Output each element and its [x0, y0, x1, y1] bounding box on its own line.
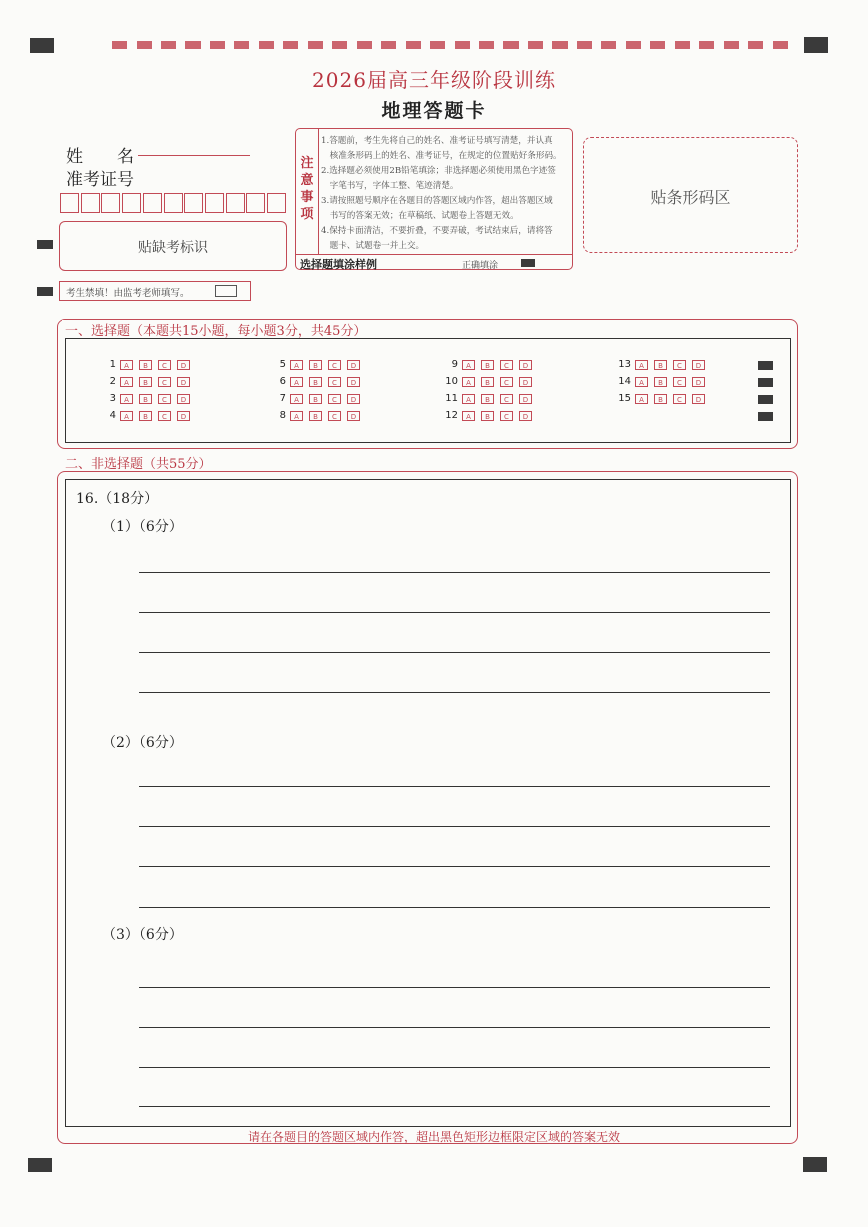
answer-bubble[interactable]: B: [139, 411, 152, 421]
question-number: 5: [279, 359, 286, 370]
answer-bubble[interactable]: B: [139, 360, 152, 370]
sync-dash: [332, 41, 347, 49]
sync-dash: [112, 41, 127, 49]
sync-dash: [479, 41, 494, 49]
notice-box: [295, 128, 573, 270]
answer-bubble[interactable]: D: [692, 394, 705, 404]
answer-bubble[interactable]: D: [692, 360, 705, 370]
notice-char: 事: [300, 190, 314, 205]
sync-dash: [283, 41, 298, 49]
notice-divider: [318, 129, 319, 254]
sync-dash: [675, 41, 690, 49]
answer-bubble[interactable]: D: [347, 360, 360, 370]
answer-bubble[interactable]: A: [462, 360, 475, 370]
answer-line[interactable]: [139, 572, 770, 573]
answer-bubble[interactable]: A: [462, 377, 475, 387]
choice-question: [270, 410, 366, 422]
answer-bubble[interactable]: C: [673, 394, 686, 404]
answer-bubble[interactable]: A: [120, 377, 133, 387]
sync-dash: [552, 41, 567, 49]
answer-bubble[interactable]: D: [177, 377, 190, 387]
question-number: 2: [109, 376, 116, 387]
sync-dash: [137, 41, 152, 49]
question-number: 12: [445, 410, 458, 421]
barcode-area: [583, 137, 798, 253]
sync-dash: [650, 41, 665, 49]
answer-line[interactable]: [139, 612, 770, 613]
sync-dash: [503, 41, 518, 49]
answer-bubble[interactable]: B: [481, 360, 494, 370]
answer-bubble[interactable]: D: [692, 377, 705, 387]
answer-bubble[interactable]: A: [290, 411, 303, 421]
answer-line[interactable]: [139, 1027, 770, 1028]
question-number: 13: [618, 359, 631, 370]
choice-question: [100, 376, 196, 388]
sample-divider: [296, 254, 572, 255]
absent-mark: [37, 240, 53, 249]
sync-dash: [455, 41, 470, 49]
choice-question: [270, 359, 366, 371]
notice-line: 字笔书写，字体工整、笔迹清楚。: [321, 181, 459, 191]
question-number: 14: [618, 376, 631, 387]
answer-bubble[interactable]: B: [654, 360, 667, 370]
answer-bubble[interactable]: B: [309, 377, 322, 387]
exam-id-box[interactable]: [184, 193, 203, 213]
question-number: 1: [109, 359, 116, 370]
exam-id-box[interactable]: [122, 193, 141, 213]
sync-dash: [601, 41, 616, 49]
name-label: 姓 名: [66, 147, 134, 167]
answer-bubble[interactable]: A: [120, 360, 133, 370]
question-number: 9: [451, 359, 458, 370]
sync-dash: [699, 41, 714, 49]
part-2-label: （2）（6分）: [102, 735, 183, 751]
choice-question: [100, 359, 196, 371]
exam-id-box[interactable]: [81, 193, 100, 213]
answer-bubble[interactable]: A: [120, 394, 133, 404]
part-3-label: （3）（6分）: [102, 927, 183, 943]
corner-mark-bottom-right: [803, 1157, 827, 1172]
answer-line[interactable]: [139, 987, 770, 988]
answer-bubble[interactable]: D: [177, 360, 190, 370]
answer-bubble[interactable]: C: [673, 377, 686, 387]
question-number: 4: [109, 410, 116, 421]
notice-line: 1.答题前，考生先将自己的姓名、准考证号填写清楚，并认真: [321, 136, 553, 146]
sync-dash: [185, 41, 200, 49]
answer-frame: [65, 479, 791, 1127]
choice-inner-frame: [65, 338, 791, 443]
answer-bubble[interactable]: B: [654, 377, 667, 387]
sync-dash: [308, 41, 323, 49]
choice-question: [442, 359, 538, 371]
question-number: 8: [279, 410, 286, 421]
notice-char: 注: [300, 156, 314, 171]
choice-question: [270, 393, 366, 405]
footer-note: 请在各题目的答题区域内作答，超出黑色矩形边框限定区域的答案无效: [247, 1130, 620, 1144]
exam-id-box[interactable]: [267, 193, 286, 213]
notice-char: 项: [300, 207, 314, 222]
exam-id-box[interactable]: [205, 193, 224, 213]
corner-mark-bottom-left: [28, 1158, 52, 1172]
fill-sample-label: 选择题填涂样例: [300, 258, 377, 271]
answer-line[interactable]: [139, 826, 770, 827]
answer-bubble[interactable]: D: [347, 377, 360, 387]
exam-id-label: 准考证号: [66, 170, 134, 190]
sync-dash: [161, 41, 176, 49]
answer-bubble[interactable]: B: [481, 411, 494, 421]
open-section-title: 二、非选择题（共55分）: [62, 453, 215, 472]
part-1-label: （1）（6分）: [102, 519, 183, 535]
answer-bubble[interactable]: A: [462, 411, 475, 421]
sync-dash: [626, 41, 641, 49]
choice-question: [442, 410, 538, 422]
answer-bubble[interactable]: C: [158, 411, 171, 421]
choice-question: [100, 393, 196, 405]
sync-dash: [577, 41, 592, 49]
question-number: 6: [279, 376, 286, 387]
sync-dash: [773, 41, 788, 49]
answer-bubble[interactable]: D: [347, 411, 360, 421]
answer-bubble[interactable]: B: [481, 394, 494, 404]
answer-bubble[interactable]: D: [177, 394, 190, 404]
answer-bubble[interactable]: C: [500, 360, 513, 370]
timing-mark: [758, 378, 773, 387]
answer-line[interactable]: [139, 652, 770, 653]
exam-id-box[interactable]: [143, 193, 162, 213]
proctor-note: 考生禁填！由监考老师填写。: [66, 288, 190, 299]
barcode-label: 贴条形码区: [650, 188, 731, 207]
exam-id-box[interactable]: [226, 193, 245, 213]
sync-dash-row: [112, 41, 797, 49]
notice-line: 书写的答案无效；在草稿纸、试题卷上答题无效。: [321, 211, 519, 221]
answer-bubble[interactable]: C: [500, 411, 513, 421]
answer-bubble[interactable]: D: [519, 411, 532, 421]
answer-bubble[interactable]: C: [158, 394, 171, 404]
choice-section-title: 一、选择题（本题共15小题，每小题3分，共45分）: [62, 320, 369, 339]
choice-question: [615, 376, 711, 388]
answer-bubble[interactable]: D: [519, 377, 532, 387]
exam-id-box[interactable]: [164, 193, 183, 213]
exam-id-box[interactable]: [246, 193, 265, 213]
answer-bubble[interactable]: C: [328, 394, 341, 404]
sync-dash: [357, 41, 372, 49]
answer-line[interactable]: [139, 866, 770, 867]
answer-bubble[interactable]: A: [120, 411, 133, 421]
answer-bubble[interactable]: D: [347, 394, 360, 404]
choice-question: [270, 376, 366, 388]
question-number: 7: [279, 393, 286, 404]
choice-question: [442, 393, 538, 405]
absent-sticker-label: 贴缺考标识: [138, 240, 208, 256]
answer-line[interactable]: [139, 1067, 770, 1068]
sync-dash: [234, 41, 249, 49]
answer-bubble[interactable]: B: [481, 377, 494, 387]
sync-dash: [724, 41, 739, 49]
notice-line: 2.选择题必须使用2B铅笔填涂；非选择题必须使用黑色字迹签: [321, 166, 556, 176]
exam-title: 2026届高三年级阶段训练: [312, 68, 556, 92]
proctor-check-box[interactable]: [215, 285, 237, 297]
timing-mark: [758, 361, 773, 370]
choice-question: [615, 393, 711, 405]
question-16-title: 16.（18分）: [76, 491, 159, 507]
corner-mark-top-right: [804, 37, 828, 53]
answer-bubble[interactable]: B: [654, 394, 667, 404]
sync-dash: [430, 41, 445, 49]
answer-bubble[interactable]: C: [500, 377, 513, 387]
answer-bubble[interactable]: C: [673, 360, 686, 370]
answer-bubble[interactable]: B: [309, 411, 322, 421]
question-number: 3: [109, 393, 116, 404]
exam-id-box[interactable]: [101, 193, 120, 213]
answer-bubble[interactable]: D: [177, 411, 190, 421]
sync-dash: [748, 41, 763, 49]
answer-bubble[interactable]: C: [328, 411, 341, 421]
sync-dash: [528, 41, 543, 49]
answer-bubble[interactable]: A: [290, 377, 303, 387]
answer-bubble[interactable]: A: [462, 394, 475, 404]
answer-line[interactable]: [139, 692, 770, 693]
answer-bubble[interactable]: A: [635, 394, 648, 404]
correct-fill-sample: [521, 259, 535, 267]
timing-mark: [758, 395, 773, 404]
answer-bubble[interactable]: A: [290, 394, 303, 404]
answer-line[interactable]: [139, 786, 770, 787]
answer-bubble[interactable]: D: [519, 360, 532, 370]
card-title: 地理答题卡: [381, 100, 487, 122]
proctor-mark: [37, 287, 53, 296]
question-number: 10: [445, 376, 458, 387]
answer-bubble[interactable]: A: [635, 377, 648, 387]
answer-bubble[interactable]: C: [158, 360, 171, 370]
corner-mark-top-left: [30, 38, 54, 53]
notice-side-label: [299, 155, 315, 223]
exam-id-box[interactable]: [60, 193, 79, 213]
answer-bubble[interactable]: C: [158, 377, 171, 387]
timing-mark: [758, 412, 773, 421]
answer-bubble[interactable]: D: [519, 394, 532, 404]
notice-line: 4.保持卡面清洁，不要折叠，不要弄破，考试结束后，请将答: [321, 226, 553, 236]
answer-bubble[interactable]: B: [309, 360, 322, 370]
answer-bubble[interactable]: C: [328, 377, 341, 387]
question-number: 11: [445, 393, 458, 404]
answer-bubble[interactable]: A: [635, 360, 648, 370]
absent-sticker-area: [59, 221, 287, 271]
answer-bubble[interactable]: C: [328, 360, 341, 370]
question-number: 15: [618, 393, 631, 404]
answer-bubble[interactable]: A: [290, 360, 303, 370]
notice-char: 意: [300, 173, 314, 188]
notice-line: 3.请按照题号顺序在各题目的答题区域内作答，超出答题区域: [321, 196, 553, 206]
sync-dash: [210, 41, 225, 49]
sync-dash: [406, 41, 421, 49]
answer-bubble[interactable]: B: [139, 377, 152, 387]
sync-dash: [381, 41, 396, 49]
notice-items: [321, 134, 571, 254]
notice-line: 题卡、试题卷一并上交。: [321, 241, 425, 251]
choice-question: [615, 359, 711, 371]
answer-bubble[interactable]: B: [139, 394, 152, 404]
sync-dash: [259, 41, 274, 49]
answer-line[interactable]: [139, 907, 770, 908]
notice-line: 核准条形码上的姓名、准考证号，在规定的位置贴好条形码。: [321, 151, 562, 161]
answer-line[interactable]: [139, 1106, 770, 1107]
name-field[interactable]: [138, 155, 250, 156]
answer-bubble[interactable]: B: [309, 394, 322, 404]
answer-bubble[interactable]: C: [500, 394, 513, 404]
choice-question: [100, 410, 196, 422]
proctor-note-box: [59, 281, 251, 301]
choice-question: [442, 376, 538, 388]
correct-fill-label: 正确填涂: [462, 261, 499, 271]
